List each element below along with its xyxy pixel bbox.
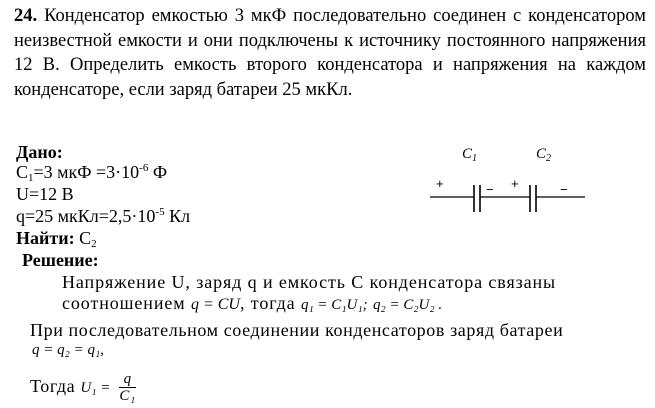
problem-statement	[14, 4, 646, 102]
fraction-q-over-c1: $\frac{q}{\text{C₁}}$	[119, 371, 136, 404]
formula-q2: q₂ = C₂U₂ .	[372, 297, 443, 313]
c2-minus-sign: −	[560, 182, 568, 197]
formula-q-cu: q = CU	[190, 296, 240, 313]
find-label: Найти:	[16, 228, 75, 248]
solution-line-2: соотношением q = CU, тогда q₁ = C₁U₁; q₂ = C₂U₂ .	[62, 293, 443, 313]
given-c1: $C_1=3$ мкФ $=3\cdot 10^{-6}$ Ф	[16, 162, 168, 184]
given-u: U=12 В	[16, 184, 74, 204]
formula-q1: q₁ = C₁U₁;	[300, 297, 368, 313]
solution-line-1: Напряжение U, заряд q и емкость C конденсатора связаны	[62, 272, 557, 292]
solution-title: Решение:	[22, 250, 99, 270]
c1-plus-sign: +	[436, 176, 444, 191]
c2-label: $C_2$	[536, 146, 552, 164]
given-q: q=25 $мкКл=2,5\cdot 10^{-5}$ Кл	[16, 206, 191, 226]
solution-line-5: Тогда U₁ = $\frac{q}{\text{C₁}}$	[30, 371, 136, 404]
c1-label: $C_1$	[462, 146, 478, 164]
find-line: Найти: $C_2$	[16, 228, 97, 250]
problem-text: Конденсатор емкостью 3 мкФ последовательно соединен с конденсатором неизвестной емкости и они подключены к источнику постоянного напряжения 12 В. Определить емкость второго конденсатора и напряжения на каждом конденсаторе, если заряд батареи 25 мкКл.	[14, 6, 647, 100]
given-title: Дано:	[16, 142, 63, 162]
c1-minus-sign: −	[486, 182, 494, 197]
solution-line-3: При последовательном соединении конденсаторов заряд батареи	[30, 320, 564, 340]
c2-plus-sign: +	[511, 176, 519, 191]
problem-number: 24.	[14, 6, 38, 26]
circuit-diagram	[420, 140, 600, 220]
solution-line-4: q = q₂ = q₁,	[32, 342, 104, 358]
